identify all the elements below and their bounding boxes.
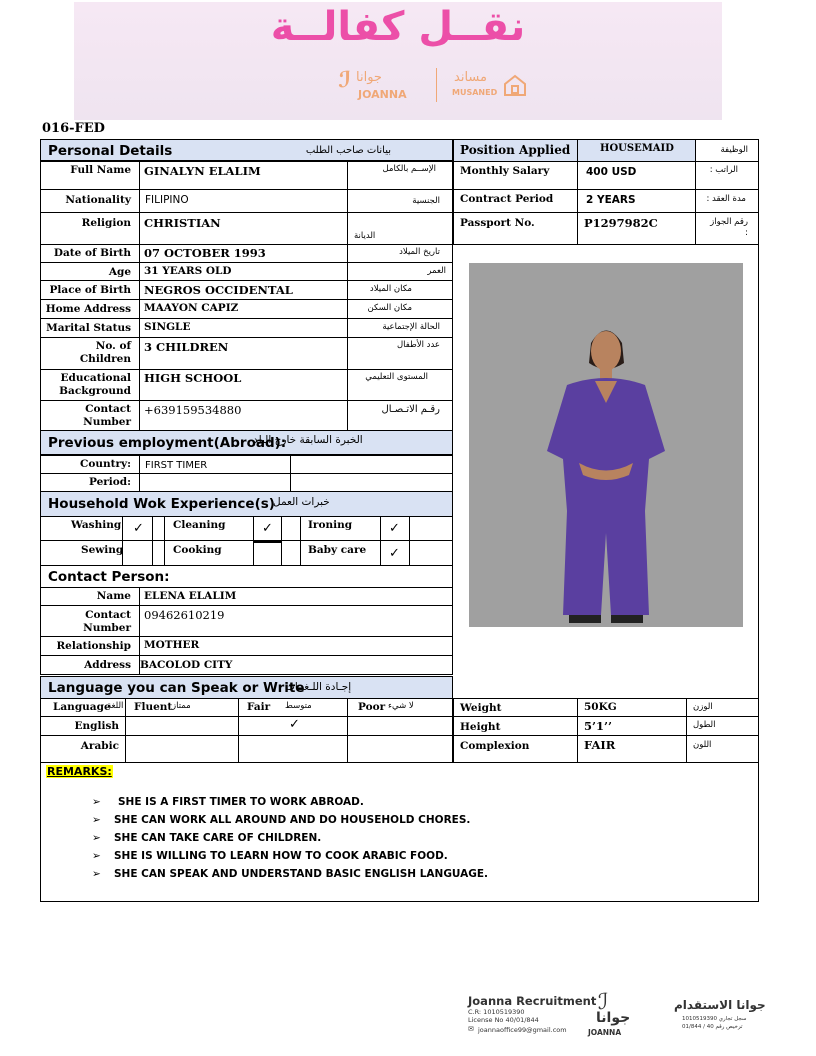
babycare-label: Baby care xyxy=(308,544,367,556)
cleaning-label-cell xyxy=(164,516,254,541)
cooking-spacer xyxy=(281,540,301,566)
complexion-label: Complexion xyxy=(460,740,530,752)
contract-period-ar-cell xyxy=(695,189,759,213)
personal-details-title-ar: بيانات صاحب الطلب xyxy=(305,145,391,156)
country-label-cell xyxy=(40,455,140,474)
age-ar-cell xyxy=(347,262,453,281)
cooking-label-cell xyxy=(164,540,254,566)
dob-value-cell xyxy=(139,244,348,263)
english-label: English xyxy=(74,720,119,732)
contact-number-value-cell xyxy=(139,400,348,431)
contract-period-ar: مدة العقد : xyxy=(706,194,746,204)
bullet-arrow-icon: ➢ xyxy=(92,868,101,880)
passport-ar: رقم الجواز : xyxy=(710,217,748,238)
footer-cr: C.R: 1010519390 xyxy=(468,1008,525,1016)
weight-label-cell xyxy=(453,698,578,717)
nationality-ar: الجنسية xyxy=(412,196,440,206)
banner-title: نقــل كفالــة xyxy=(270,4,526,50)
previous-employment-title: Previous employment(Abroad): xyxy=(48,435,287,451)
height-ar: الطول xyxy=(693,720,716,730)
dob-ar: تاريخ الميلاد xyxy=(399,247,440,257)
arabic-label: Arabic xyxy=(80,740,119,752)
weight-value-cell xyxy=(577,698,687,717)
poor-col-header xyxy=(347,698,453,717)
contact-phone-label-cell xyxy=(40,605,140,637)
address-value-cell xyxy=(139,655,453,675)
contact-number-label: Contact Number xyxy=(83,403,131,428)
contract-period-value-cell xyxy=(577,189,696,213)
remark-text: SHE CAN TAKE CARE OF CHILDREN. xyxy=(114,832,322,844)
position-value: HOUSEMAID xyxy=(600,143,674,154)
marital-status-value-cell xyxy=(139,318,348,338)
household-title-ar: خبرات العمل xyxy=(273,496,330,508)
footer-email: joannaoffice99@gmail.com xyxy=(478,1026,567,1034)
musaned-logo-ar: مساند xyxy=(454,70,487,85)
remark-text: SHE CAN WORK ALL AROUND AND DO HOUSEHOLD CHORES. xyxy=(114,814,471,826)
home-address-label: Home Address xyxy=(45,303,131,315)
washing-label: Washing xyxy=(71,519,122,531)
candidate-photo xyxy=(469,263,743,627)
header-banner xyxy=(74,2,722,120)
language-title: Language you can Speak or Write xyxy=(48,680,305,696)
marital-status-label: Marital Status xyxy=(46,322,131,334)
weight-ar: الوزن xyxy=(693,702,713,712)
children-ar: عدد الأطفال xyxy=(396,340,440,350)
salary-label: Monthly Salary xyxy=(460,165,550,177)
period-value-cell xyxy=(139,473,291,492)
contact-phone-value-cell xyxy=(139,605,453,637)
salary-value-cell xyxy=(577,161,696,190)
personal-details-title: Personal Details xyxy=(48,143,173,159)
complexion-ar: اللون xyxy=(693,740,712,750)
language-col-ar: اللغة xyxy=(107,701,124,711)
country-value-cell xyxy=(139,455,291,474)
babycare-spacer xyxy=(409,540,453,566)
previous-employment-title-ar: الخبرة السابقة خارج البلد xyxy=(253,434,363,446)
arabic-label-cell xyxy=(40,735,126,763)
salary-label-cell xyxy=(453,161,578,190)
footer-logo-en: JOANNA xyxy=(588,1028,622,1037)
joanna-logo-mark: ℐ xyxy=(338,68,352,93)
ironing-check-icon: ✓ xyxy=(389,521,400,536)
age-ar: العمر xyxy=(427,266,446,276)
period-label: Period: xyxy=(88,476,131,488)
cooking-check-cell[interactable] xyxy=(253,540,282,566)
fair-col-header xyxy=(238,698,348,717)
language-title-ar: إجـادة اللـغــات xyxy=(285,681,352,693)
english-label-cell xyxy=(40,716,126,736)
babycare-check-cell[interactable] xyxy=(380,540,410,566)
salary-value: 400 USD xyxy=(586,166,637,178)
ironing-label-cell xyxy=(300,516,381,541)
pob-label: Place of Birth xyxy=(49,284,131,296)
position-ar: الوظيفة xyxy=(720,145,748,155)
salary-ar-cell xyxy=(695,161,759,190)
language-header xyxy=(40,676,453,699)
relationship-label: Relationship xyxy=(56,640,131,652)
remark-item xyxy=(92,796,364,809)
contact-name-label-cell xyxy=(40,587,140,606)
pob-ar: مكان الميلاد xyxy=(369,284,412,294)
passport-label-cell xyxy=(453,212,578,245)
joanna-logo-en: JOANNA xyxy=(358,88,407,101)
sewing-label-cell xyxy=(40,540,123,566)
nationality-value: FILIPINO xyxy=(145,194,189,206)
age-value: 31 YEARS OLD xyxy=(144,265,232,277)
nationality-label-cell xyxy=(40,189,140,213)
poor-col-ar: لا شيء xyxy=(388,701,414,711)
fluent-col-label: Fluent xyxy=(134,701,173,713)
height-label-cell xyxy=(453,716,578,736)
complexion-value: FAIR xyxy=(584,738,616,752)
pob-ar-cell xyxy=(347,280,453,300)
contact-person-title: Contact Person: xyxy=(48,569,170,585)
arabic-fair-cell[interactable] xyxy=(238,735,348,763)
home-address-label-cell xyxy=(40,299,140,319)
sewing-check-cell[interactable] xyxy=(122,540,153,566)
candidate-figure xyxy=(469,263,743,627)
children-ar-cell xyxy=(347,337,453,370)
arabic-fluent-cell[interactable] xyxy=(125,735,239,763)
personal-details-header xyxy=(40,139,453,161)
relationship-value-cell xyxy=(139,636,453,656)
religion-value: CHRISTIAN xyxy=(144,216,221,230)
education-ar: المستوى التعليمي xyxy=(365,372,428,382)
footer-logo-ar: جوانا xyxy=(596,1010,631,1026)
dob-label-cell xyxy=(40,244,140,263)
remark-item xyxy=(92,814,470,827)
english-fluent-cell[interactable] xyxy=(125,716,239,736)
height-label: Height xyxy=(460,721,501,733)
education-value: HIGH SCHOOL xyxy=(144,371,242,385)
contact-name-label: Name xyxy=(96,590,131,602)
height-value-cell xyxy=(577,716,687,736)
salary-ar: الراتب : xyxy=(709,165,738,175)
contact-number-ar-cell xyxy=(347,400,453,431)
poor-col-label: Poor xyxy=(358,701,386,713)
remark-text: SHE CAN SPEAK AND UNDERSTAND BASIC ENGLISH LANGUAGE. xyxy=(114,868,489,880)
previous-employment-header xyxy=(40,430,453,455)
full-name-ar-cell xyxy=(347,161,453,190)
footer-cr-ar: سجل تجاري 1010519390 xyxy=(682,1016,747,1022)
ironing-check-cell[interactable] xyxy=(380,516,410,541)
age-value-cell xyxy=(139,262,348,281)
english-poor-cell[interactable] xyxy=(347,716,453,736)
complexion-ar-cell xyxy=(686,735,759,763)
home-address-value-cell xyxy=(139,299,348,319)
full-name-label-cell xyxy=(40,161,140,190)
musaned-logo-en: MUSANED xyxy=(452,88,498,97)
weight-ar-cell xyxy=(686,698,759,717)
religion-value-cell xyxy=(139,212,348,245)
children-value: 3 CHILDREN xyxy=(144,340,229,354)
marital-status-ar-cell xyxy=(347,318,453,338)
children-label: No. of Children xyxy=(79,340,131,365)
banner-logos xyxy=(324,66,584,110)
footer-company-ar: جوانا الاستقدام xyxy=(674,998,766,1012)
contact-phone-value: 09462610219 xyxy=(144,608,225,622)
footer-logo-block xyxy=(466,992,766,1042)
cleaning-label: Cleaning xyxy=(173,519,226,531)
babycare-check-icon: ✓ xyxy=(389,546,400,561)
children-label-cell xyxy=(40,337,140,370)
nationality-value-cell xyxy=(139,189,348,213)
full-name-label: Full Name xyxy=(70,164,131,176)
home-address-ar: مكان السكن xyxy=(367,303,412,313)
contact-number-value: +639159534880 xyxy=(144,403,242,417)
bullet-arrow-icon: ➢ xyxy=(92,796,101,808)
home-address-ar-cell xyxy=(347,299,453,319)
fluent-col-ar: ممتاز xyxy=(172,701,191,711)
period-extra-cell xyxy=(290,473,453,492)
religion-ar: الديانة xyxy=(354,231,376,241)
washing-check-cell[interactable] xyxy=(122,516,153,541)
remark-text: SHE IS WILLING TO LEARN HOW TO COOK ARABIC FOOD. xyxy=(114,850,448,862)
footer-license-ar: ترخيص رقم 40 / 01/844 xyxy=(682,1024,743,1030)
cleaning-check-icon: ✓ xyxy=(262,521,273,536)
education-label-cell xyxy=(40,369,140,401)
email-icon: ✉ xyxy=(468,1025,474,1033)
contact-number-label-cell xyxy=(40,400,140,431)
relationship-value: MOTHER xyxy=(144,639,200,651)
nationality-ar-cell xyxy=(347,189,453,213)
arabic-poor-cell[interactable] xyxy=(347,735,453,763)
height-ar-cell xyxy=(686,716,759,736)
marital-status-label-cell xyxy=(40,318,140,338)
home-address-value: MAAYON CAPIZ xyxy=(144,302,239,314)
passport-value: P1297982C xyxy=(584,216,658,230)
cooking-label: Cooking xyxy=(173,544,222,556)
remark-item xyxy=(92,832,321,845)
contact-number-ar: رقـم الاتـصـال xyxy=(381,404,440,415)
washing-label-cell xyxy=(40,516,123,541)
contract-period-label: Contract Period xyxy=(460,193,554,205)
remarks-label: REMARKS: xyxy=(47,765,112,778)
language-col-label: Language xyxy=(53,701,111,713)
remark-text: SHE IS A FIRST TIMER TO WORK ABROAD. xyxy=(118,796,364,808)
dob-value: 07 OCTOBER 1993 xyxy=(144,246,266,260)
position-applied-label: Position Applied xyxy=(460,143,571,157)
footer-company: Joanna Recruitment xyxy=(468,994,597,1008)
age-label-cell xyxy=(40,262,140,281)
footer-logo-mark: ℐ xyxy=(598,990,609,1015)
contact-name-value: ELENA ELALIM xyxy=(144,590,237,602)
washing-check-icon: ✓ xyxy=(133,521,144,536)
footer-license: License No 40/01/844 xyxy=(468,1016,539,1024)
contact-phone-label: Contact Number xyxy=(83,609,131,634)
bullet-arrow-icon: ➢ xyxy=(92,814,101,826)
marital-status-value: SINGLE xyxy=(144,321,191,333)
nationality-label: Nationality xyxy=(65,194,131,206)
full-name-value-cell xyxy=(139,161,348,190)
pob-value-cell xyxy=(139,280,348,300)
country-extra-cell xyxy=(290,455,453,474)
pob-value: NEGROS OCCIDENTAL xyxy=(144,283,293,297)
contact-person-header xyxy=(40,565,453,588)
fair-col-label: Fair xyxy=(247,701,271,713)
cleaning-check-cell[interactable] xyxy=(253,516,282,541)
household-title: Household Wok Experience(s) xyxy=(48,496,275,512)
dob-ar-cell xyxy=(347,244,453,263)
english-fair-check-icon: ✓ xyxy=(289,717,300,732)
fluent-col-header xyxy=(125,698,239,717)
country-label: Country: xyxy=(80,458,131,470)
country-value: FIRST TIMER xyxy=(145,460,208,471)
sewing-label: Sewing xyxy=(81,544,124,556)
full-name-value: GINALYN ELALIM xyxy=(144,164,261,178)
bullet-arrow-icon: ➢ xyxy=(92,850,101,862)
passport-ar-cell xyxy=(695,212,759,245)
cleaning-spacer xyxy=(281,516,301,541)
address-label: Address xyxy=(84,659,131,671)
dob-label: Date of Birth xyxy=(53,247,131,259)
religion-label-cell xyxy=(40,212,140,245)
english-fair-cell[interactable] xyxy=(238,716,348,736)
ironing-spacer xyxy=(409,516,453,541)
religion-label: Religion xyxy=(81,217,131,229)
religion-ar-cell xyxy=(347,212,453,245)
reference-code: 016-FED xyxy=(42,121,105,136)
babycare-label-cell xyxy=(300,540,381,566)
relationship-label-cell xyxy=(40,636,140,656)
address-value: BACOLOD CITY xyxy=(140,659,233,671)
remark-item xyxy=(92,868,488,881)
fair-col-ar: متوسط xyxy=(285,701,312,711)
complexion-value-cell xyxy=(577,735,687,763)
position-applied-header xyxy=(453,139,578,162)
position-value-cell xyxy=(577,139,696,162)
period-label-cell xyxy=(40,473,140,492)
joanna-logo-ar: جوانا xyxy=(356,70,382,85)
passport-value-cell xyxy=(577,212,696,245)
education-ar-cell xyxy=(347,369,453,401)
passport-label: Passport No. xyxy=(460,217,535,229)
contact-name-value-cell xyxy=(139,587,453,606)
position-ar-cell xyxy=(695,139,759,162)
household-header xyxy=(40,491,453,517)
musaned-house-icon xyxy=(502,72,528,98)
remark-item xyxy=(92,850,448,863)
education-value-cell xyxy=(139,369,348,401)
address-label-cell xyxy=(40,655,140,675)
bullet-arrow-icon: ➢ xyxy=(92,832,101,844)
contract-period-value: 2 YEARS xyxy=(586,194,636,206)
children-value-cell xyxy=(139,337,348,370)
language-col-header xyxy=(40,698,126,717)
height-value: 5’1’’ xyxy=(584,719,613,733)
education-label: Educational Background xyxy=(59,372,131,397)
pob-label-cell xyxy=(40,280,140,300)
marital-status-ar: الحالة الإجتماعية xyxy=(382,322,440,332)
complexion-label-cell xyxy=(453,735,578,763)
full-name-ar: الإســم بالكامل xyxy=(382,164,436,174)
weight-label: Weight xyxy=(460,702,502,714)
age-label: Age xyxy=(108,266,131,278)
weight-value: 50KG xyxy=(584,701,617,713)
ironing-label: Ironing xyxy=(308,519,353,531)
contract-period-label-cell xyxy=(453,189,578,213)
